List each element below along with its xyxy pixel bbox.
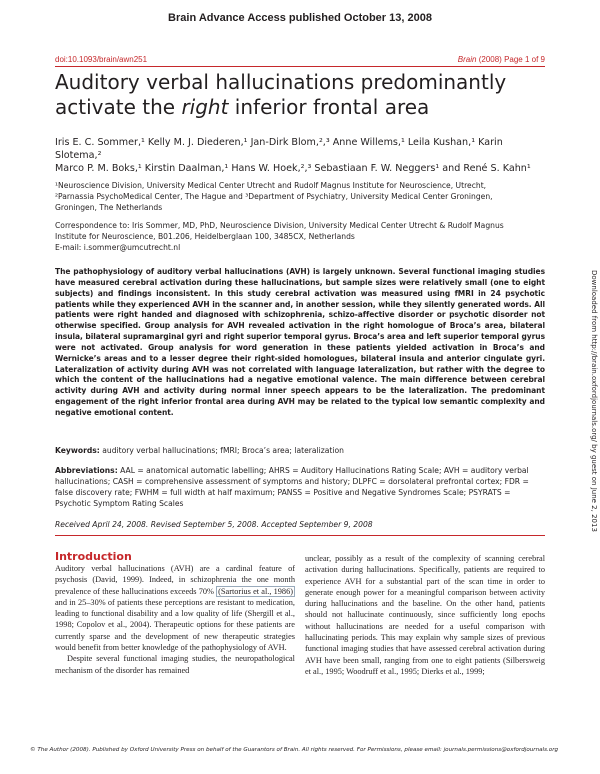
journal-site-link[interactable]: http://brain.oxfordjournals.org/ [590,334,598,442]
download-prefix: Downloaded from [590,270,598,335]
paper-title [55,70,545,120]
received-dates: Received April 24, 2008. Revised September 5, 2008. Accepted September 9, 2008 [55,520,373,529]
affiliation-line-2: ²Parnassia PsychoMedical Center, The Hague and ³Department of Psychiatry, University Medical Center Groningen, [55,192,493,201]
sartorius-citation-link[interactable]: (Sartorius et al., 1986) [218,586,293,596]
title-part-1: Auditory verbal hallucinations predominantly activate the [55,70,507,119]
intro-right-column [305,553,545,677]
journal-name: Brain [457,55,477,64]
intro-p1-text-a: Auditory verbal hallucinations (AVH) are a cardinal feature of psychosis (David, 1999). Indeed, in schizophrenia the one month prevalence of these hallucinations exceeds 70% [55,564,295,596]
abbreviations [55,465,545,509]
abbreviations-text: AAL = anatomical automatic labelling; AHRS = Auditory Hallucinations Rating Scale; AVH = auditory verbal hallucinations; CASH = comprehensive assessment of symptoms and history; DLPFC = dorsolateral prefrontal cortex; FDR = false discovery rate; FWHM = full width at half maximum; PANSS = Positive and Negative Syndromes Scale; PSYRATS = Psychotic Symptom Rating Scales [55,466,529,508]
page-info: (2008) Page 1 of 9 [478,55,545,64]
journal-reference [458,55,545,64]
keywords [55,445,545,456]
download-suffix: by guest on June 2, 2013 [590,441,598,532]
intro-paragraph-2: Despite several functional imaging studies, the neuropathological mechanism of the disorder has remained [55,654,295,675]
intro-p1-text-b: and in 25–30% of patients these perceptions are resistant to medication, leading to functional disability and a low quality of life (Shergill et al., 1998; Copolov et al., 2004). Therapeutic options for these patients are currently sparse and the development of new therapeutic strategies would benefit from better knowledge of the pathophysiology of AVH. [55,597,295,653]
authors-line-1: Iris E. C. Sommer,¹ Kelly M. J. Diederen,¹ Jan-Dirk Blom,²,³ Anne Willems,¹ Leila Kushan,¹ Karin Slotema,² [55,137,503,161]
correspondence-line-1: Correspondence to: Iris Sommer, MD, PhD, Neuroscience Division, University Medical Center Utrecht & Rudolf Magnus [55,221,504,230]
abbreviations-label: Abbreviations: [55,466,118,475]
advance-access-banner: Brain Advance Access published October 13, 2008 [168,12,432,24]
abstract: The pathophysiology of auditory verbal hallucinations (AVH) is largely unknown. Several functional imaging studies have measured cerebral activation during these hallucinations, but sample sizes were relatively small (one to eight subjects) and findings inconsistent. In this study cerebral activation was measured using fMRI in 24 psychotic patients while they experienced AVH in the scanner and, in another session, while they silently generated words. All patients were right handed and diagnosed with schizophrenia, schizo-affective disorder or psychotic disorder not otherwise specified. Group analysis for AVH revealed activation in the right homologue of Broca’s area, bilateral insula, bilateral supramarginal gyri and right superior temporal gyrus. Broca’s area and left superior temporal gyrus were not activated. Group analysis for word generation in these patients yielded activation in Broca’s and Wernicke’s areas and to a lesser degree their right-sided homologues, bilateral insula and anterior cingulate gyri. Lateralization of activity during AVH was not correlated with language lateralization, but rather with the degree to which the content of the hallucinations had a negative emotional valence. The main difference between cerebral activity during AVH and activity during normal inner speech appears to be the lateralization. The predominant engagement of the right inferior frontal area during AVH may be related to the typical low semantic complexity and negative emotional content. [55,267,545,417]
title-part-2: inferior frontal area [228,95,430,119]
correspondence [55,220,545,253]
header-rule [55,66,545,67]
intro-paragraph-1 [55,563,295,653]
correspondence-line-2: Institute for Neuroscience, B01.206, Heidelberglaan 100, 3485CX, Netherlands [55,232,355,241]
title-emphasis: right [181,95,229,119]
keywords-label: Keywords: [55,446,100,455]
keywords-text: auditory verbal hallucinations; fMRI; Broca’s area; lateralization [99,446,344,455]
doi-link[interactable]: doi:10.1093/brain/awn251 [55,55,148,64]
download-notice [590,270,598,532]
affiliations [55,180,545,213]
correspondence-email[interactable]: E-mail: i.sommer@umcutrecht.nl [55,243,181,252]
download-sidebar [586,270,600,700]
intro-paragraph-3: unclear, possibly as a result of the complexity of scanning cerebral activation during hallucinations. Specifically, patients are required to experience AVH for a substantial part of the scan time in order to generate enough power for a meaningful comparison between activity during hallucinations and the baseline. On the other hand, patients should not hallucinate continuously, since sufficiently long epochs without hallucinations are needed for a useful comparison with hallucinating periods. This may explain why sample sizes of previous functional imaging studies that have assessed cerebral activation during AVH have been small, ranging from one to eight patients (Silbersweig et al., 1995; Woodruff et al., 1995; Dierks et al., 1999; [305,554,545,676]
affiliation-line-1: ¹Neuroscience Division, University Medical Center Utrecht and Rudolf Magnus Institute for Neuroscience, Utrecht, [55,181,487,190]
author-list [55,136,545,175]
copyright-footer: © The Author (2008). Published by Oxford University Press on behalf of the Guarantors of Brain. All rights reserved. For Permissions, please email: journals.permissions@oxfordjournals.org [30,747,559,753]
authors-line-2: Marco P. M. Boks,¹ Kirstin Daalman,¹ Hans W. Hoek,²,³ Sebastiaan F. W. Neggers¹ and René S. Kahn¹ [55,163,531,174]
intro-left-column [55,563,295,676]
section-rule [55,535,545,536]
affiliation-line-3: Groningen, The Netherlands [55,203,163,212]
introduction-heading: Introduction [55,550,132,563]
